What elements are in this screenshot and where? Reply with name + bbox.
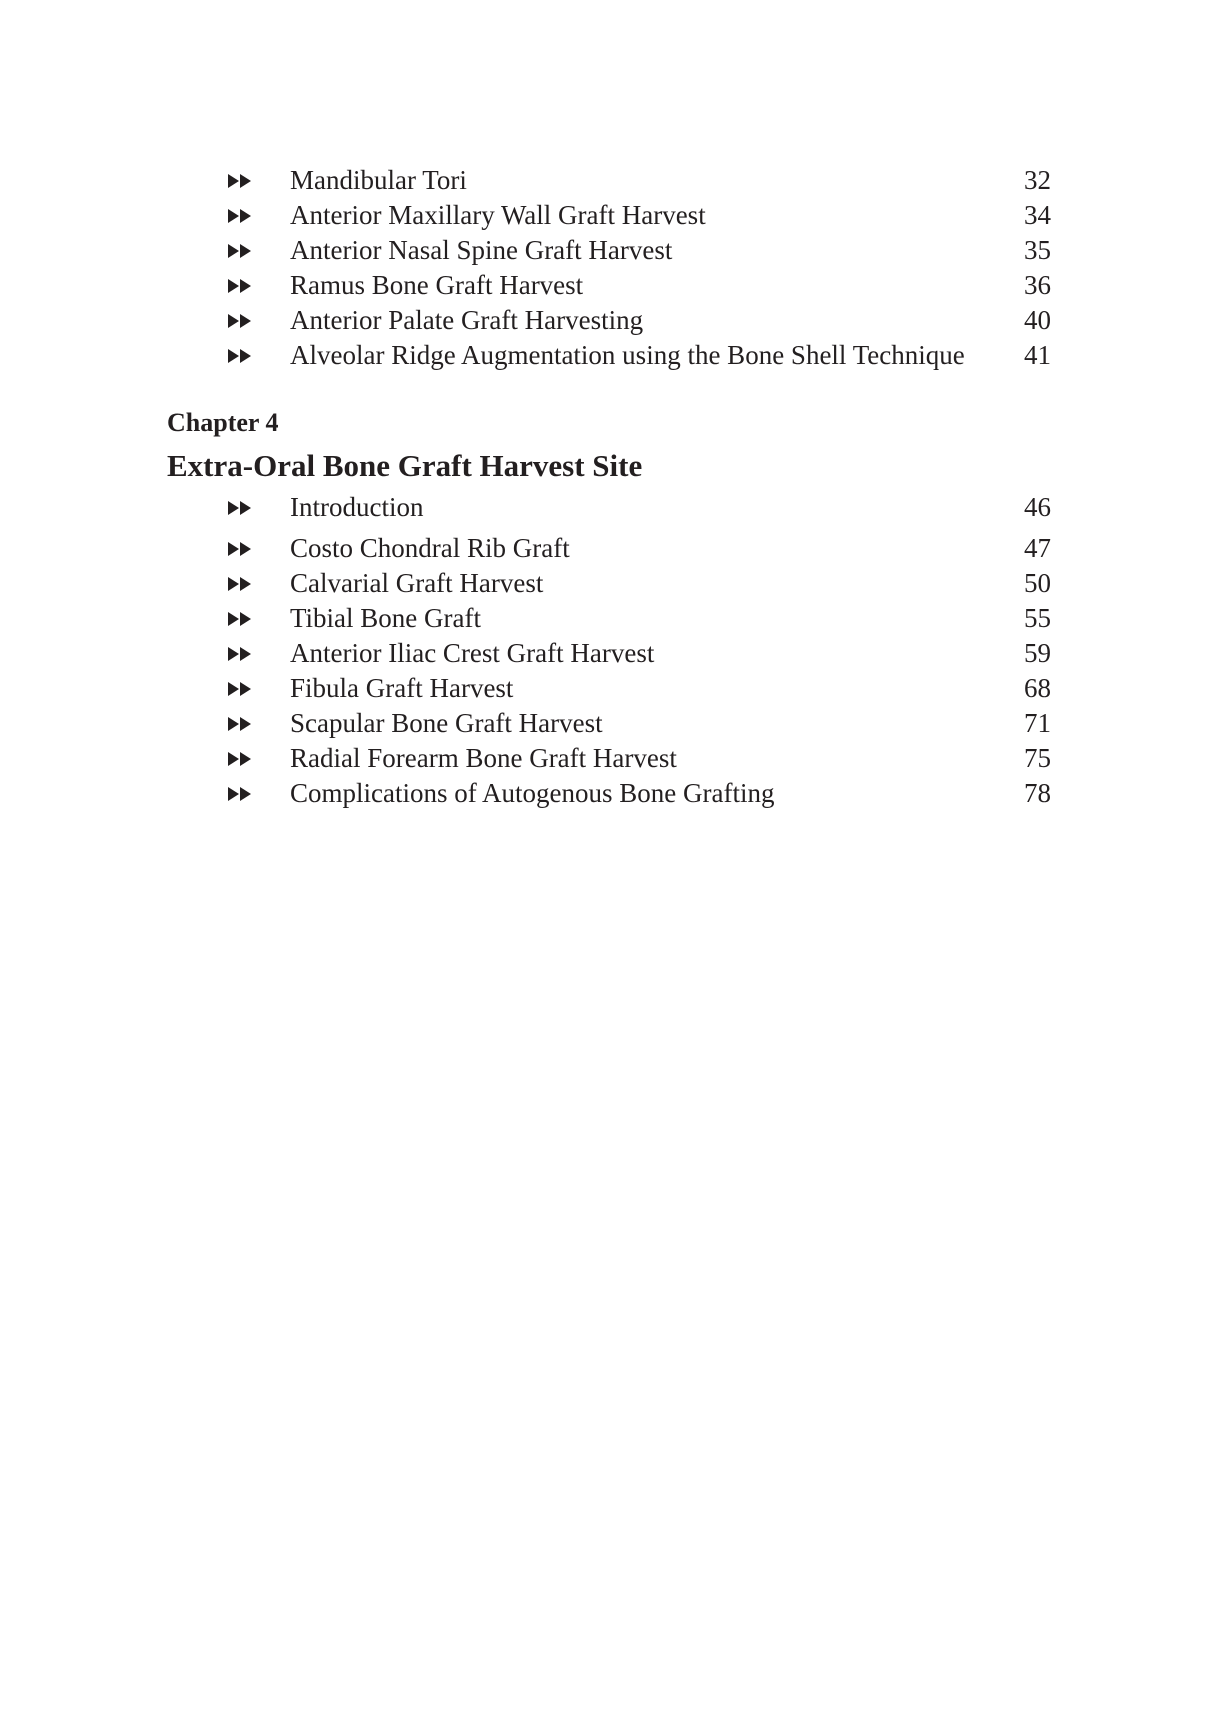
toc-entry-title: Costo Chondral Rib Graft (290, 533, 570, 563)
chapter-label: Chapter 4 (167, 408, 279, 437)
toc-entry-page-number: 46 (1024, 492, 1051, 522)
toc-entry[interactable] (0, 531, 1214, 565)
toc-entry-page-number: 71 (1024, 708, 1051, 738)
double-arrow-right-icon (227, 198, 253, 232)
double-arrow-right-icon (227, 776, 253, 810)
toc-entry[interactable] (0, 776, 1214, 810)
toc-entry-page-number: 68 (1024, 673, 1051, 703)
double-arrow-right-icon (227, 706, 253, 740)
toc-entry-page-number: 36 (1024, 270, 1051, 300)
toc-entry[interactable] (0, 198, 1214, 232)
toc-entry[interactable] (0, 706, 1214, 740)
toc-entry[interactable] (0, 163, 1214, 197)
toc-entry-title: Anterior Iliac Crest Graft Harvest (290, 638, 655, 668)
double-arrow-right-icon (227, 303, 253, 337)
double-arrow-right-icon (227, 531, 253, 565)
toc-entry-page-number: 75 (1024, 743, 1051, 773)
toc-entry-title: Radial Forearm Bone Graft Harvest (290, 743, 677, 773)
toc-entry-page-number: 59 (1024, 638, 1051, 668)
double-arrow-right-icon (227, 163, 253, 197)
toc-entry-title: Scapular Bone Graft Harvest (290, 708, 603, 738)
toc-entry-page-number: 35 (1024, 235, 1051, 265)
toc-entry-page-number: 34 (1024, 200, 1051, 230)
toc-entry[interactable] (0, 741, 1214, 775)
toc-entry[interactable] (0, 636, 1214, 670)
toc-entry-page-number: 50 (1024, 568, 1051, 598)
toc-entry-title: Alveolar Ridge Augmentation using the Bone Shell Technique (290, 340, 965, 370)
toc-entry-title: Anterior Palate Graft Harvesting (290, 305, 644, 335)
toc-entry-page-number: 55 (1024, 603, 1051, 633)
double-arrow-right-icon (227, 601, 253, 635)
toc-entry[interactable] (0, 671, 1214, 705)
double-arrow-right-icon (227, 741, 253, 775)
toc-entry-title: Calvarial Graft Harvest (290, 568, 544, 598)
toc-entry-title: Anterior Nasal Spine Graft Harvest (290, 235, 673, 265)
double-arrow-right-icon (227, 671, 253, 705)
toc-entry-title: Fibula Graft Harvest (290, 673, 514, 703)
toc-entry-title: Ramus Bone Graft Harvest (290, 270, 584, 300)
double-arrow-right-icon (227, 338, 253, 372)
toc-entry[interactable] (0, 490, 1214, 524)
toc-entry-title: Introduction (290, 492, 424, 522)
double-arrow-right-icon (227, 233, 253, 267)
toc-entry[interactable] (0, 566, 1214, 600)
toc-entry[interactable] (0, 303, 1214, 337)
toc-entry-page-number: 47 (1024, 533, 1051, 563)
toc-entry-title: Tibial Bone Graft (290, 603, 481, 633)
double-arrow-right-icon (227, 636, 253, 670)
chapter-title[interactable]: Extra-Oral Bone Graft Harvest Site (167, 448, 643, 483)
toc-entry-title: Mandibular Tori (290, 165, 467, 195)
toc-entry[interactable] (0, 601, 1214, 635)
toc-entry-page-number: 41 (1024, 340, 1051, 370)
toc-entry[interactable] (0, 338, 1214, 372)
toc-entry[interactable] (0, 268, 1214, 302)
double-arrow-right-icon (227, 566, 253, 600)
toc-entry-title: Anterior Maxillary Wall Graft Harvest (290, 200, 706, 230)
toc-entry-page-number: 32 (1024, 165, 1051, 195)
toc-entry[interactable] (0, 233, 1214, 267)
double-arrow-right-icon (227, 490, 253, 524)
toc-entry-page-number: 78 (1024, 778, 1051, 808)
toc-entry-title: Complications of Autogenous Bone Grafting (290, 778, 775, 808)
double-arrow-right-icon (227, 268, 253, 302)
toc-entry-page-number: 40 (1024, 305, 1051, 335)
